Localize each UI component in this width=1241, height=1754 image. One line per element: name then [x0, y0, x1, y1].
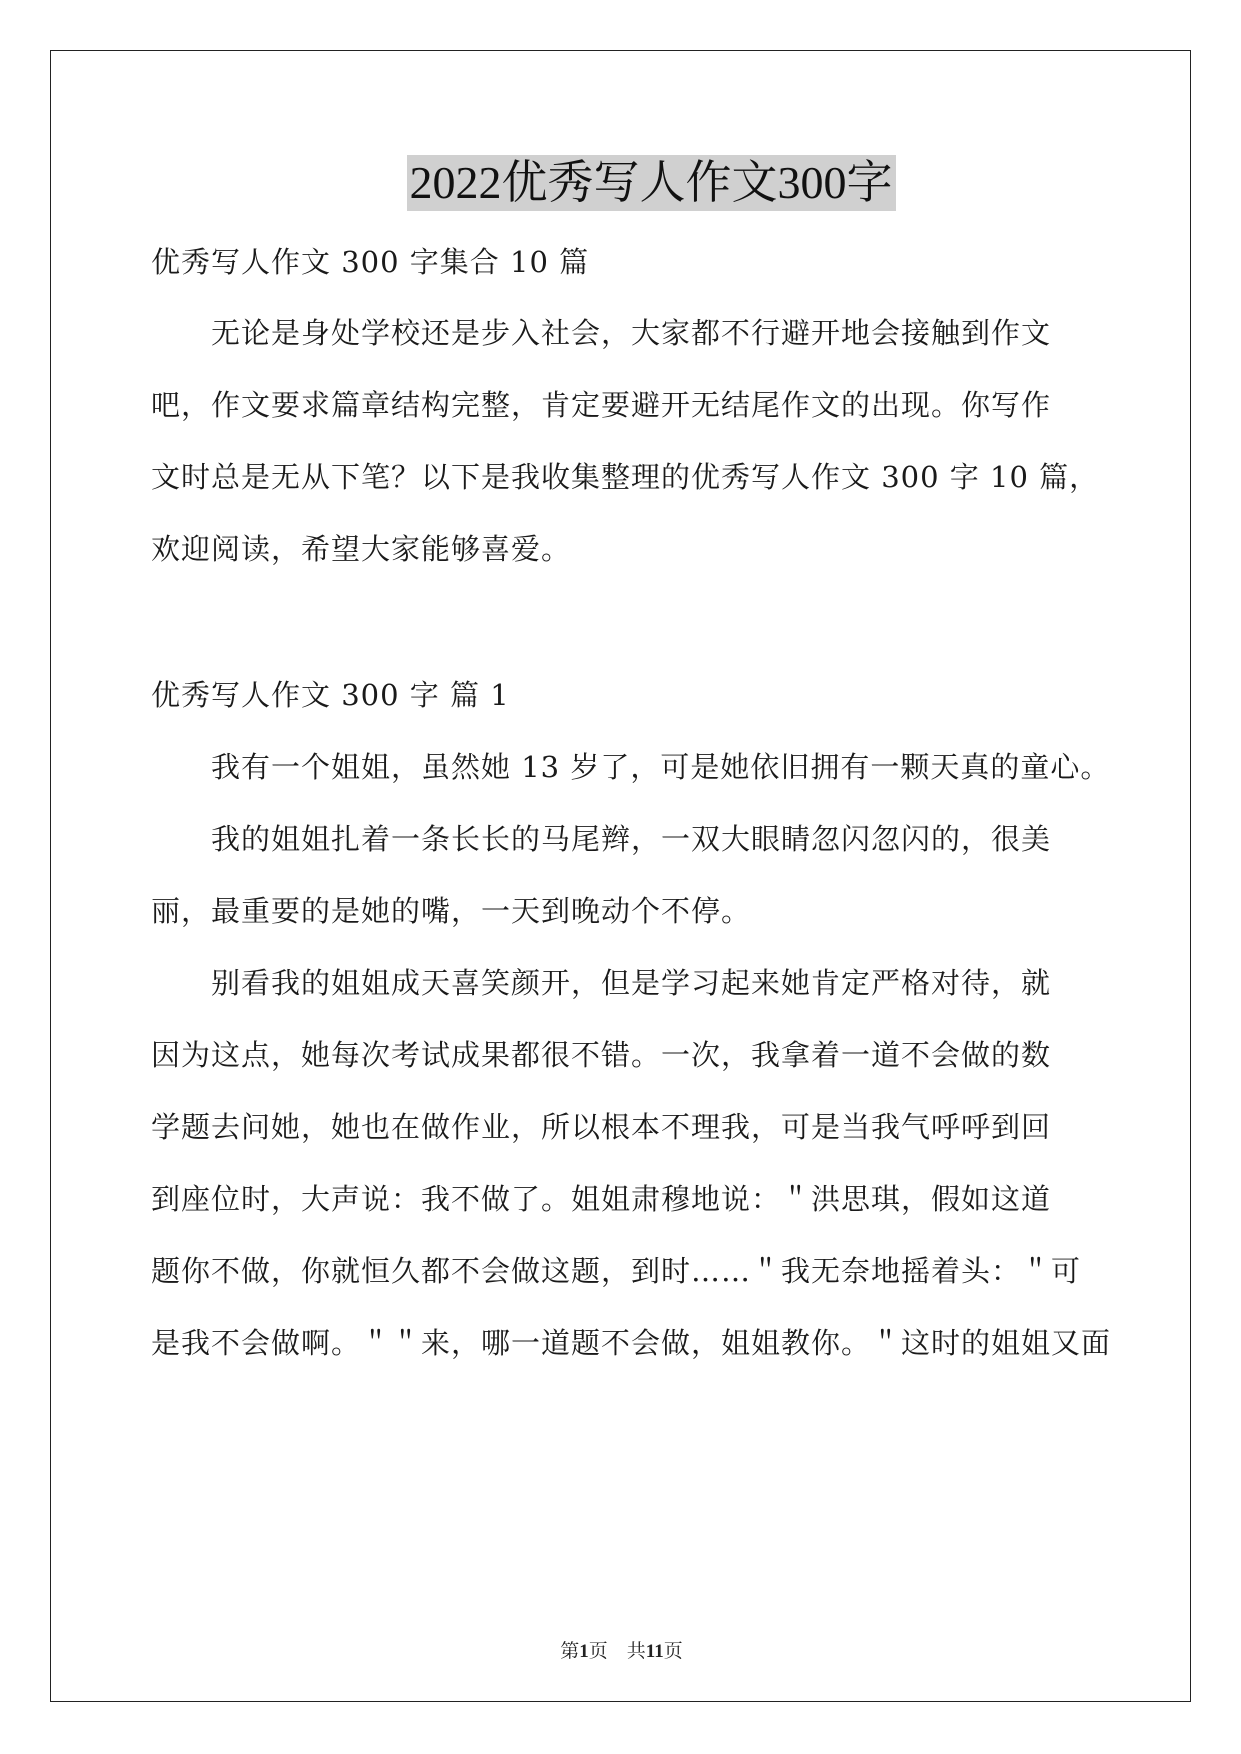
paragraph-line: 因为这点，她每次考试成果都很不错。一次，我拿着一道不会做的数	[151, 1038, 1052, 1072]
document-title: 2022优秀写人作文300字	[407, 155, 896, 211]
total-prefix: 共	[626, 1641, 646, 1662]
intro-line: 文时总是无从下笔？以下是我收集整理的优秀写人作文 300 字 10 篇，	[151, 460, 1100, 494]
title-container	[151, 155, 1151, 211]
paragraph-line: 是我不会做啊。＂＂来，哪一道题不会做，姐姐教你。＂这时的姐姐又面	[151, 1326, 1112, 1360]
page-prefix: 第	[560, 1641, 580, 1662]
paragraph-line: 别看我的姐姐成天喜笑颜开，但是学习起来她肯定严格对待，就	[211, 966, 1052, 1000]
document-page	[50, 50, 1191, 1702]
paragraph-line: 丽，最重要的是她的嘴，一天到晚动个不停。	[151, 894, 752, 928]
paragraph-line: 我有一个姐姐，虽然她 13 岁了，可是她依旧拥有一颗天真的童心。	[211, 750, 1111, 784]
intro-line: 欢迎阅读，希望大家能够喜爱。	[151, 532, 572, 566]
paragraph-line: 我的姐姐扎着一条长长的马尾辫，一双大眼睛忽闪忽闪的，很美	[211, 822, 1052, 856]
intro-line: 无论是身处学校还是步入社会，大家都不行避开地会接触到作文	[211, 316, 1052, 350]
page-suffix: 页	[588, 1641, 608, 1662]
total-suffix: 页	[663, 1641, 683, 1662]
total-pages: 11	[645, 1641, 664, 1662]
section-heading: 优秀写人作文 300 字 篇 1	[151, 678, 510, 712]
paragraph-line: 题你不做，你就恒久都不会做这题，到时……＂我无奈地摇着头：＂可	[151, 1254, 1082, 1288]
page-footer	[51, 1636, 1192, 1663]
paragraph-line: 到座位时，大声说：我不做了。姐姐肃穆地说：＂洪思琪，假如这道	[151, 1182, 1052, 1216]
document-subtitle: 优秀写人作文 300 字集合 10 篇	[151, 245, 590, 279]
paragraph-line: 学题去问她，她也在做作业，所以根本不理我，可是当我气呼呼到回	[151, 1110, 1052, 1144]
intro-line: 吧，作文要求篇章结构完整，肯定要避开无结尾作文的出现。你写作	[151, 388, 1052, 422]
page-number: 1	[579, 1641, 589, 1662]
